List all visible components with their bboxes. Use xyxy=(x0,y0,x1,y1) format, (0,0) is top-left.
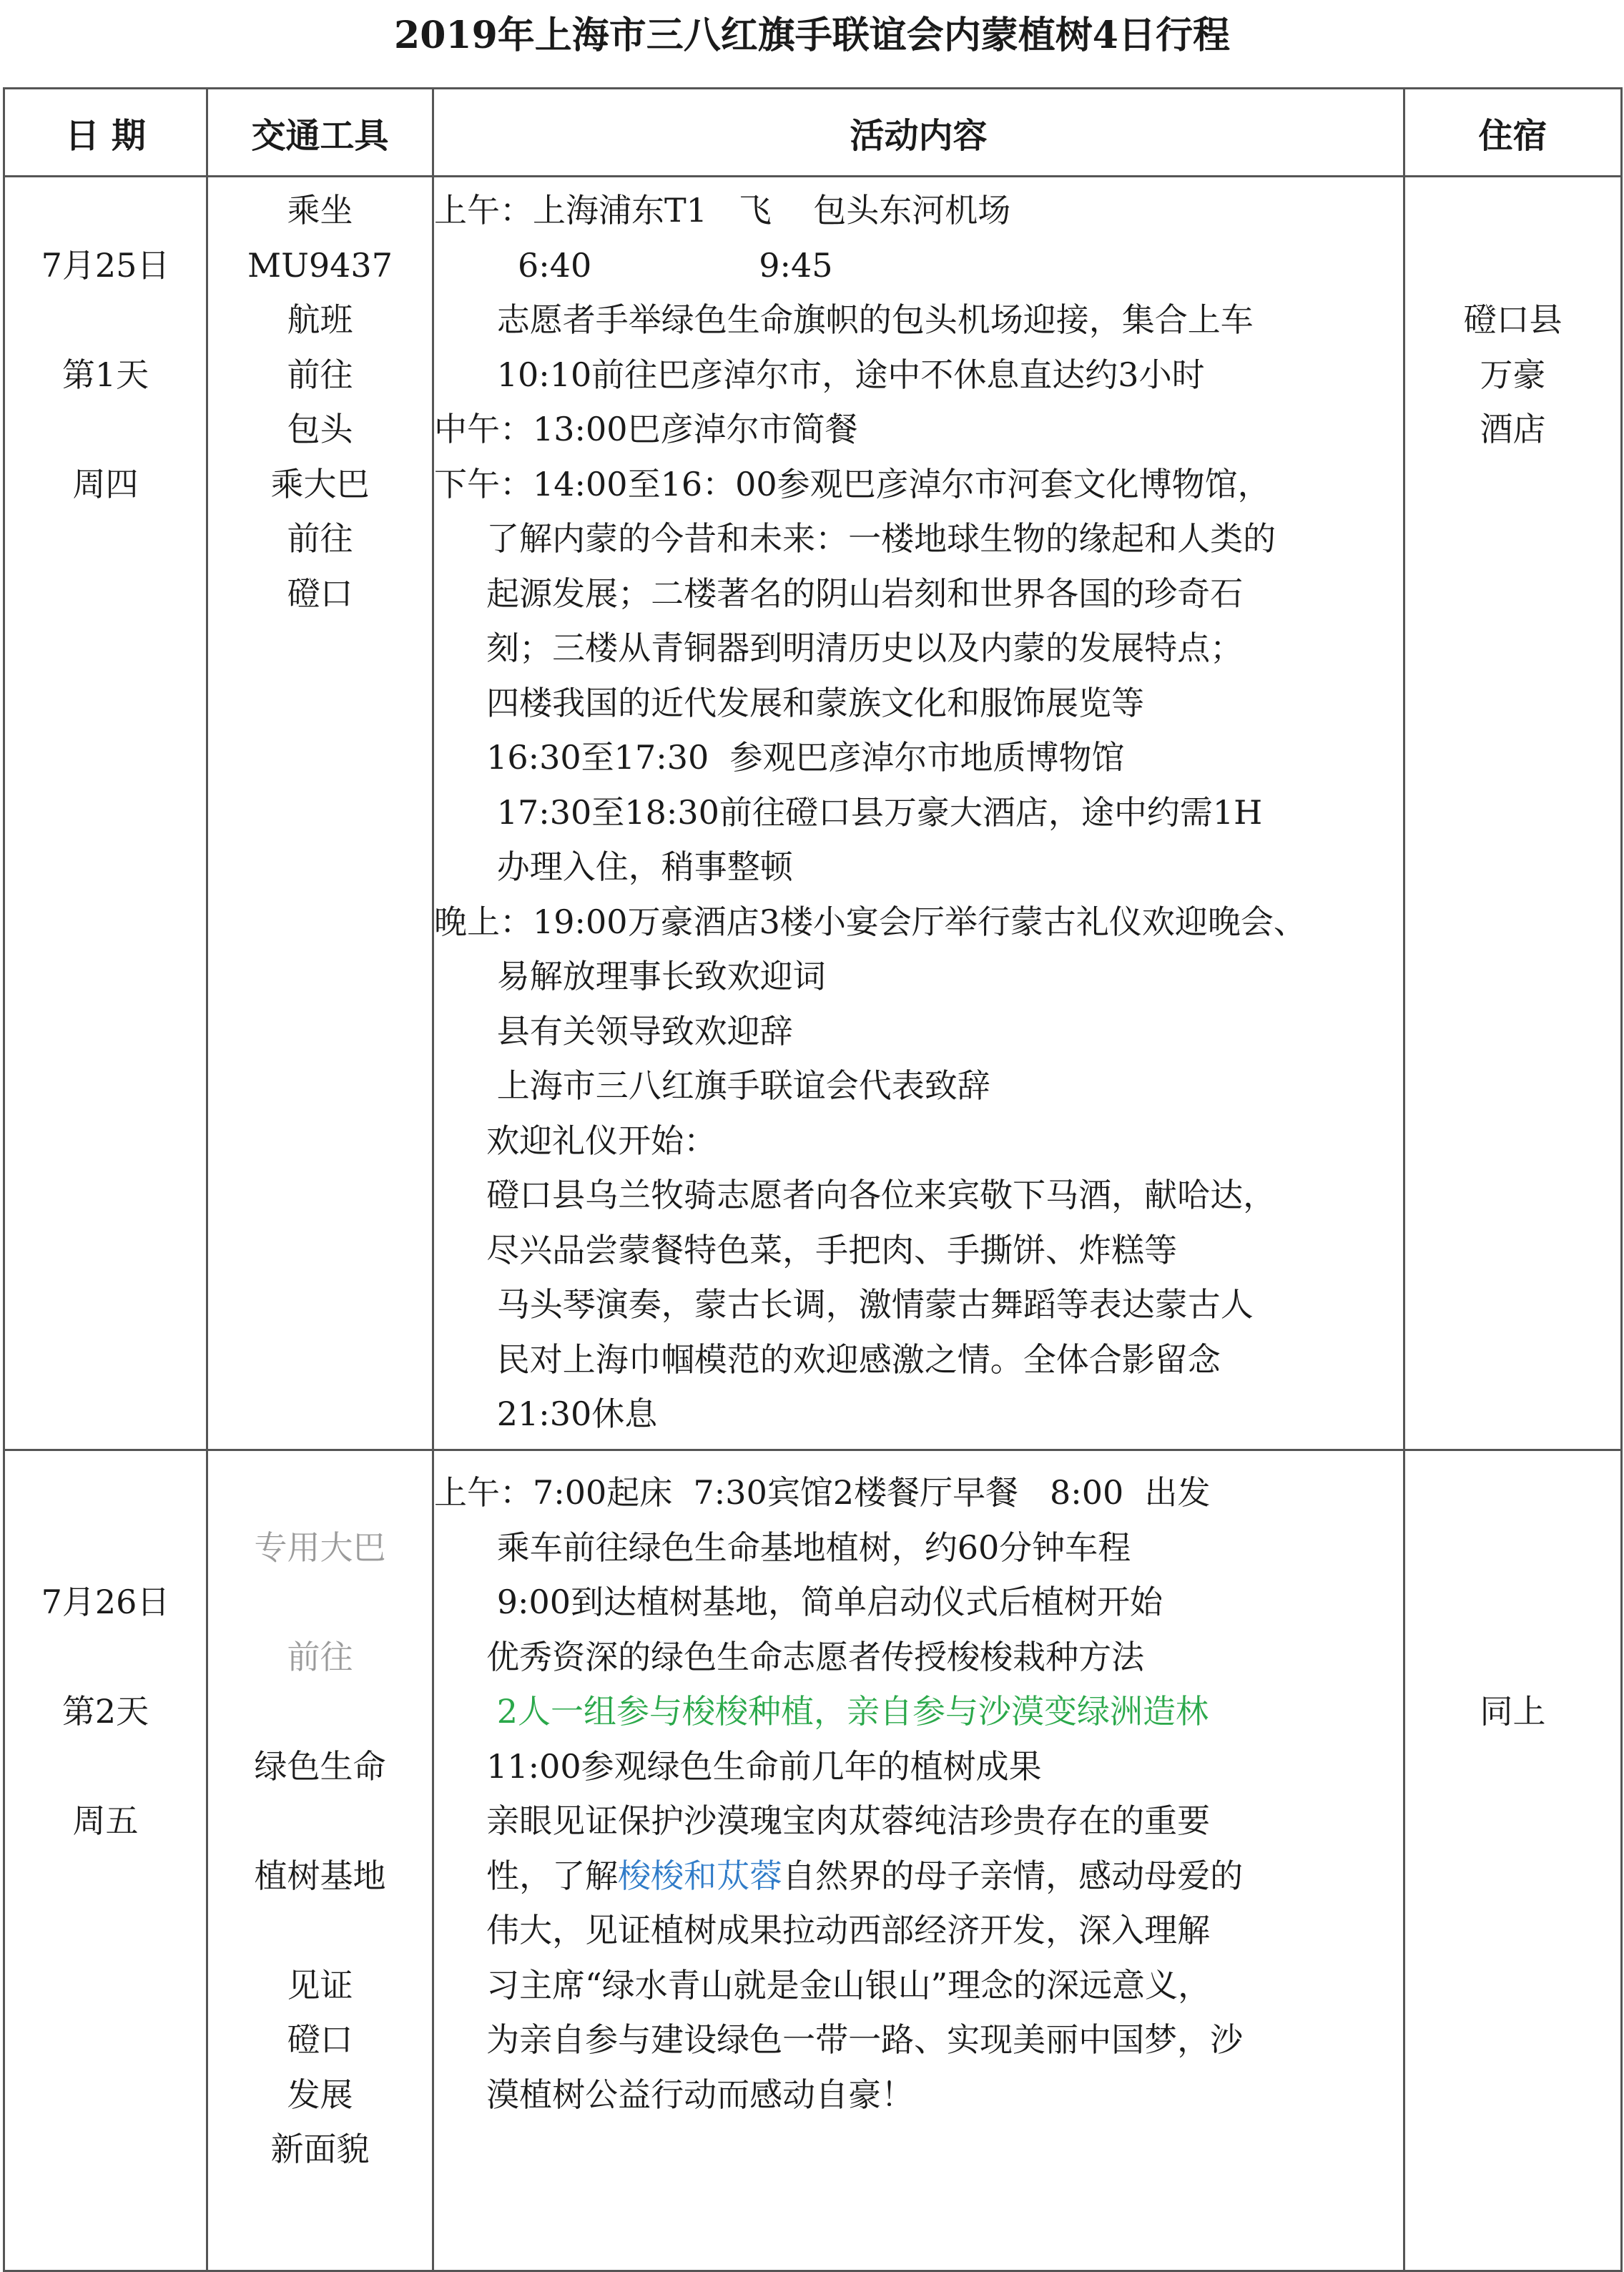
list-item xyxy=(208,1684,432,1739)
list-item: 办理入住，稍事整顿 xyxy=(434,847,793,886)
day1-activity-cell xyxy=(433,177,1404,1450)
activity-line: 优秀资深的绿色生命志愿者传授梭梭栽种方法 xyxy=(434,1637,1145,1676)
list-item xyxy=(5,1739,206,1794)
list-item: 县有关领导致欢迎辞 xyxy=(434,1011,793,1051)
activity-line-head: 性，了解 xyxy=(434,1856,619,1895)
list-item xyxy=(5,292,206,348)
list-item: 前往 xyxy=(287,355,353,394)
day1-transport xyxy=(208,183,432,621)
activity-line: 11:00参观绿色生命前几年的植树成果 xyxy=(434,1746,1042,1786)
day2-date xyxy=(5,1465,206,1849)
list-item: 专用大巴 xyxy=(254,1528,386,1567)
list-item: 了解内蒙的今昔和未来：一楼地球生物的缘起和人类的 xyxy=(434,519,1276,558)
list-item: 下午：14:00至16：00参观巴彦淖尔市河套文化博物馆， xyxy=(434,464,1271,503)
list-item xyxy=(1405,1575,1620,1630)
list-item xyxy=(5,183,206,238)
list-item xyxy=(1405,1520,1620,1575)
list-item xyxy=(1405,183,1620,238)
header-date: 日 期 xyxy=(4,89,207,177)
list-item: 磴口县 xyxy=(1463,300,1563,339)
day2-lodging xyxy=(1405,1465,1620,1739)
day2-activity-cell xyxy=(433,1450,1404,2271)
activity-highlight-blue: 梭梭和苁蓉 xyxy=(618,1856,783,1895)
header-transport: 交通工具 xyxy=(207,89,433,177)
list-item: 发展 xyxy=(287,2075,353,2114)
day1-lodging xyxy=(1405,183,1620,457)
list-item xyxy=(5,1465,206,1520)
list-item xyxy=(208,1794,432,1849)
day1-date xyxy=(5,183,206,511)
list-item: 第2天 xyxy=(61,1692,149,1731)
list-item: 民对上海巾帼模范的欢迎感激之情。全体合影留念 xyxy=(434,1339,1221,1379)
day2-transport xyxy=(208,1465,432,2177)
list-item xyxy=(208,1465,432,1520)
list-item: 新面貌 xyxy=(270,2130,370,2168)
list-item: 马头琴演奏，蒙古长调，激情蒙古舞蹈等表达蒙古人 xyxy=(434,1285,1254,1324)
list-item: 四楼我国的近代发展和蒙族文化和服饰展览等 xyxy=(434,683,1145,722)
list-item: 6:40 9:45 xyxy=(434,245,833,285)
list-item: 16:30至17:30 参观巴彦淖尔市地质博物馆 xyxy=(434,738,1125,777)
list-item xyxy=(208,1575,432,1630)
list-item: 磴口 xyxy=(287,574,353,613)
table-row-day2 xyxy=(4,1450,1622,2271)
activity-line-highlight-green: 2人一组参与梭梭种植，亲自参与沙漠变绿洲造林 xyxy=(434,1692,1209,1731)
list-item: 前往 xyxy=(287,519,353,558)
day1-activity xyxy=(434,183,1403,1442)
list-item: 上海市三八红旗手联谊会代表致辞 xyxy=(434,1066,990,1105)
list-item: 尽兴品尝蒙餐特色菜，手把肉、手撕饼、炸糕等 xyxy=(434,1230,1178,1269)
activity-line: 乘车前往绿色生命基地植树，约60分钟车程 xyxy=(434,1528,1131,1567)
activity-line xyxy=(434,1849,1403,1904)
activity-line: 9:00到达植树基地，简单启动仪式后植树开始 xyxy=(434,1583,1163,1621)
list-item: 乘大巴 xyxy=(270,464,370,503)
list-item: 17:30至18:30前往磴口县万豪大酒店，途中约需1H xyxy=(434,792,1263,832)
list-item: MU9437 xyxy=(247,245,393,285)
activity-line: 为亲自参与建设绿色一带一路、实现美丽中国梦，沙 xyxy=(434,2020,1244,2059)
activity-line: 上午：7:00起床 7:30宾馆2楼餐厅早餐 8:00 出发 xyxy=(434,1473,1211,1512)
header-lodging: 住宿 xyxy=(1404,89,1622,177)
table-header-row xyxy=(4,89,1622,177)
list-item: 周四 xyxy=(72,464,139,503)
day1-date-cell xyxy=(4,177,207,1450)
list-item: 7月26日 xyxy=(41,1583,170,1621)
list-item: 第1天 xyxy=(61,355,149,394)
list-item: 志愿者手举绿色生命旗帜的包头机场迎接，集合上车 xyxy=(434,300,1254,339)
list-item: 易解放理事长致欢迎词 xyxy=(434,957,826,995)
list-item: 植树基地 xyxy=(254,1856,386,1895)
page-title: 2019年上海市三八红旗手联谊会内蒙植树4日行程 xyxy=(394,14,1230,57)
activity-line: 习主席“绿水青山就是金山银山”理念的深远意义， xyxy=(434,1965,1211,2005)
day1-lodging-cell xyxy=(1404,177,1622,1450)
table-row-day1 xyxy=(4,177,1622,1450)
list-item: 中午：13:00巴彦淖尔市简餐 xyxy=(434,410,858,448)
list-item: 起源发展；二楼著名的阴山岩刻和世界各国的珍奇石 xyxy=(434,574,1244,613)
list-item: 酒店 xyxy=(1480,410,1546,448)
list-item: 同上 xyxy=(1480,1692,1546,1731)
list-item xyxy=(208,1903,432,1958)
list-item: 绿色生命 xyxy=(254,1746,386,1786)
day2-lodging-cell xyxy=(1404,1450,1622,2271)
list-item: 晚上：19:00万豪酒店3楼小宴会厅举行蒙古礼仪欢迎晚会、 xyxy=(434,902,1306,941)
list-item xyxy=(1405,1465,1620,1520)
list-item: 周五 xyxy=(72,1801,139,1840)
list-item: 乘坐 xyxy=(287,191,353,230)
list-item xyxy=(1405,1630,1620,1685)
day2-activity xyxy=(434,1465,1403,2122)
list-item: 见证 xyxy=(287,1965,353,2005)
activity-line-tail: 自然界的母子亲情，感动母爱的 xyxy=(782,1856,1244,1895)
list-item xyxy=(1405,238,1620,293)
list-item: 21:30休息 xyxy=(434,1395,658,1433)
list-item: 航班 xyxy=(287,300,353,339)
list-item: 磴口县乌兰牧骑志愿者向各位来宾敬下马酒，献哈达， xyxy=(434,1176,1276,1214)
list-item: 磴口 xyxy=(287,2020,353,2059)
list-item: 前往 xyxy=(287,1637,353,1676)
activity-line: 亲眼见证保护沙漠瑰宝肉苁蓉纯洁珍贵存在的重要 xyxy=(434,1801,1211,1840)
day2-transport-cell xyxy=(207,1450,433,2271)
day2-date-cell xyxy=(4,1450,207,2271)
itinerary-table xyxy=(3,87,1623,2272)
list-item: 万豪 xyxy=(1480,355,1546,394)
list-item xyxy=(5,402,206,457)
list-item xyxy=(5,1520,206,1575)
list-item: 10:10前往巴彦淖尔市，途中不休息直达约3小时 xyxy=(434,355,1205,394)
list-item: 上午：上海浦东T1 飞 包头东河机场 xyxy=(434,191,1011,230)
header-activity: 活动内容 xyxy=(433,89,1404,177)
day1-transport-cell xyxy=(207,177,433,1450)
list-item: 欢迎礼仪开始： xyxy=(434,1121,717,1160)
list-item: 包头 xyxy=(287,410,353,448)
list-item: 7月25日 xyxy=(41,245,170,285)
activity-line: 漠植树公益行动而感动自豪！ xyxy=(434,2075,915,2114)
list-item xyxy=(5,1630,206,1685)
activity-line: 伟大，见证植树成果拉动西部经济开发，深入理解 xyxy=(434,1911,1211,1949)
list-item: 刻；三楼从青铜器到明清历史以及内蒙的发展特点； xyxy=(434,629,1244,667)
